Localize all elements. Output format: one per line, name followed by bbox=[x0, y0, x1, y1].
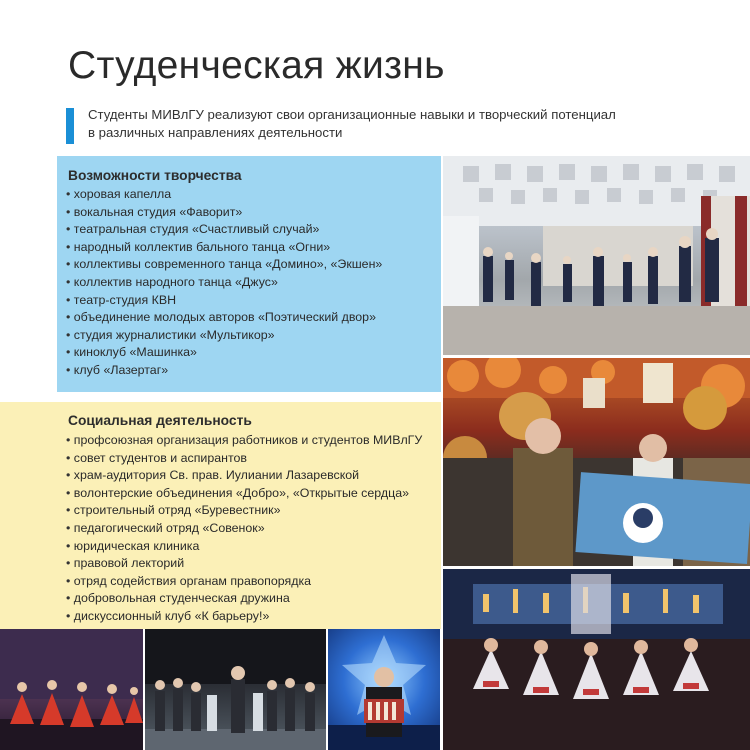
list-item: • храм-аудитория Св. прав. Иулиании Лазаревской bbox=[66, 467, 422, 485]
parade-photo bbox=[443, 358, 750, 566]
list-item: • театральная студия «Счастливый случай» bbox=[66, 221, 382, 239]
list-item: • юридическая клиника bbox=[66, 538, 422, 556]
accordion-player-photo bbox=[328, 629, 440, 750]
creativity-list bbox=[66, 186, 382, 380]
list-item: • добровольная студенческая дружина bbox=[66, 590, 422, 608]
social-list bbox=[66, 432, 422, 626]
list-item: • объединение молодых авторов «Поэтический двор» bbox=[66, 309, 382, 327]
list-item: • отряд содействия органам правопорядка bbox=[66, 573, 422, 591]
list-item: • студия журналистики «Мультикор» bbox=[66, 327, 382, 345]
list-item: • дискуссионный клуб «К барьеру!» bbox=[66, 608, 422, 626]
list-item: • строительный отряд «Буревестник» bbox=[66, 502, 422, 520]
list-item: • народный коллектив бального танца «Огни» bbox=[66, 239, 382, 257]
list-item: • клуб «Лазертаг» bbox=[66, 362, 382, 380]
dancers-red-photo bbox=[0, 629, 143, 750]
choir-stage-photo bbox=[145, 629, 326, 750]
social-heading: Социальная деятельность bbox=[68, 413, 252, 428]
intro-text bbox=[88, 106, 708, 142]
list-item: • театр-студия КВН bbox=[66, 292, 382, 310]
list-item: • профсоюзная организация работников и студентов МИВлГУ bbox=[66, 432, 422, 450]
list-item: • хоровая капелла bbox=[66, 186, 382, 204]
list-item: • коллектив народного танца «Джус» bbox=[66, 274, 382, 292]
page-title: Студенческая жизнь bbox=[68, 44, 445, 87]
list-item: • коллективы современного танца «Домино», «Экшен» bbox=[66, 256, 382, 274]
list-item: • киноклуб «Машинка» bbox=[66, 344, 382, 362]
list-item: • правовой лекторий bbox=[66, 555, 422, 573]
creativity-heading: Возможности творчества bbox=[68, 168, 242, 183]
dance-hall-photo bbox=[443, 156, 750, 355]
intro-accent-bar bbox=[66, 108, 74, 144]
list-item: • совет студентов и аспирантов bbox=[66, 450, 422, 468]
folk-dance-stage-photo bbox=[443, 569, 750, 750]
list-item: • волонтерские объединения «Добро», «Открытые сердца» bbox=[66, 485, 422, 503]
list-item: • вокальная студия «Фаворит» bbox=[66, 204, 382, 222]
intro-line-1: Студенты МИВлГУ реализуют свои организационные навыки и творческий потенциал bbox=[88, 107, 616, 122]
intro-line-2: в различных направлениях деятельности bbox=[88, 125, 343, 140]
list-item: • педагогический отряд «Совенок» bbox=[66, 520, 422, 538]
